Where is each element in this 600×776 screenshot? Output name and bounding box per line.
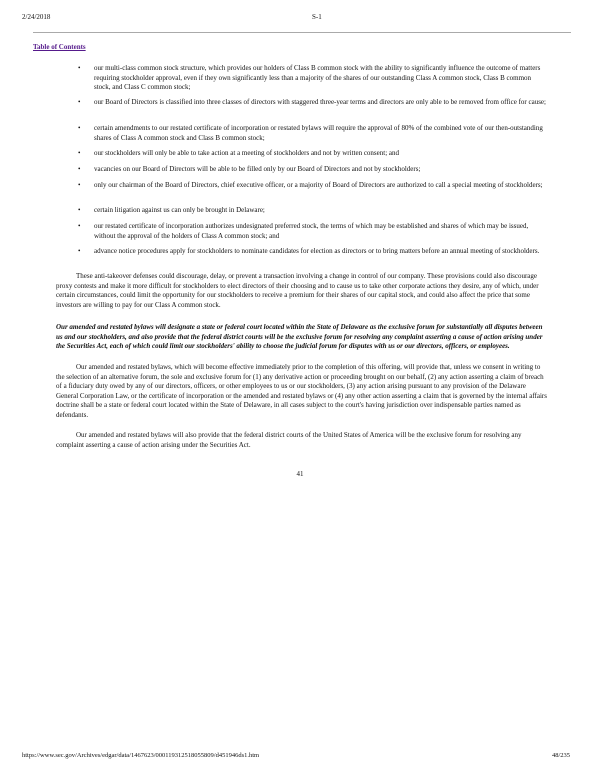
page-number: 41 [296,470,304,478]
paragraph-securities-act: Our amended and restated bylaws will also provide that the federal district courts of the United States of America will be the exclusive forum for resolving any complaint asserting a cause of action arising under the Securities Act. [56,431,522,449]
bullet-icon: • [78,98,81,106]
table-of-contents-link[interactable]: Table of Contents [33,43,86,51]
list-item: • our restated certificate of incorporation authorizes undesignated preferred stock, the terms of which may be established and shares of which may be issued, without the approval of the holders of Class A common stock; and [78,222,529,240]
bullet-icon: • [78,206,81,214]
bullet-icon: • [78,64,81,72]
bullet-icon: • [78,222,81,230]
risk-factor-heading: Our amended and restated bylaws will designate a state or federal court located within the State of Delaware as the exclusive forum for substantially all disputes between us and our stockholders, and also provide that the federal district courts will be the exclusive forum for resolving any complaint asserting a cause of action arising under the Securities Act, each of which could limit our stockholders' ability to choose the judicial forum for disputes with us or our directors, officers, or employees. [56,323,543,351]
bullet-icon: • [78,247,81,255]
bullet-icon: • [78,149,81,157]
bullet-icon: • [78,124,81,132]
bullet-icon: • [78,181,81,189]
list-item: • our stockholders will only be able to take action at a meeting of stockholders and not by written consent; and [78,149,400,157]
list-item: • our multi-class common stock structure, which provides our holders of Class B common stock with the ability to significantly influence the outcome of matters requiring stockholder approval, even if they own significantly less than a majority of the shares of our outstanding Class A common stock, Class B common stock, and Class C common stock; [78,64,541,92]
list-item: • our Board of Directors is classified into three classes of directors with staggered three-year terms and directors are only able to be removed from office for cause; [78,98,546,106]
print-date: 2/24/2018 [22,13,51,21]
list-item: • only our chairman of the Board of Directors, chief executive officer, or a majority of Board of Directors are authorized to call a special meeting of stockholders; [78,181,543,189]
header-divider [33,32,571,33]
list-item: • certain litigation against us can only be brought in Delaware; [78,206,265,214]
bullet-icon: • [78,165,81,173]
footer-page-count: 48/235 [552,752,571,759]
list-item: • vacancies on our Board of Directors will be able to be filled only by our Board of Directors and not by stockholders; [78,165,421,173]
document-title: S-1 [312,13,322,21]
paragraph-exclusive-forum: Our amended and restated bylaws, which will become effective immediately prior to the completion of this offering, will provide that, unless we consent in writing to the selection of an alternative forum, the sole and exclusive forum for (1) any derivative action or proceeding brought on our behalf, (2) any action asserting a claim of breach of a fiduciary duty owed by any of our directors, officers, or other employees to us or our stockholders, (3) any action arising pursuant to any provision of the Delaware General Corporation Law, or the certificate of incorporation or the amended and restated bylaws or (4) any other action asserting a claim that is governed by the internal affairs doctrine shall be a state or federal court located within the State of Delaware, in all cases subject to the court's having jurisdiction over indispensable parties named as defendants. [56,363,547,419]
list-item: • advance notice procedures apply for stockholders to nominate candidates for election as directors or to bring matters before an annual meeting of stockholders. [78,247,540,255]
list-item: • certain amendments to our restated certificate of incorporation or restated bylaws will require the approval of 80% of the combined vote of our then-outstanding shares of Class A common stock and Class B common stock; [78,124,543,142]
footer-url: https://www.sec.gov/Archives/edgar/data/1467623/000119312518055809/d451946ds1.htm [22,752,260,759]
paragraph-anti-takeover: These anti-takeover defenses could discourage, delay, or prevent a transaction involving a change in control of our company. These provisions could also discourage proxy contests and make it more difficult for stockholders to elect directors of their choosing and to cause us to take other corporate actions they desire, any of which, under certain circumstances, could limit the opportunity for our stockholders to receive a premium for their shares of our capital stock, and could also affect the price that some investors are willing to pay for our Class A common stock. [56,272,539,309]
